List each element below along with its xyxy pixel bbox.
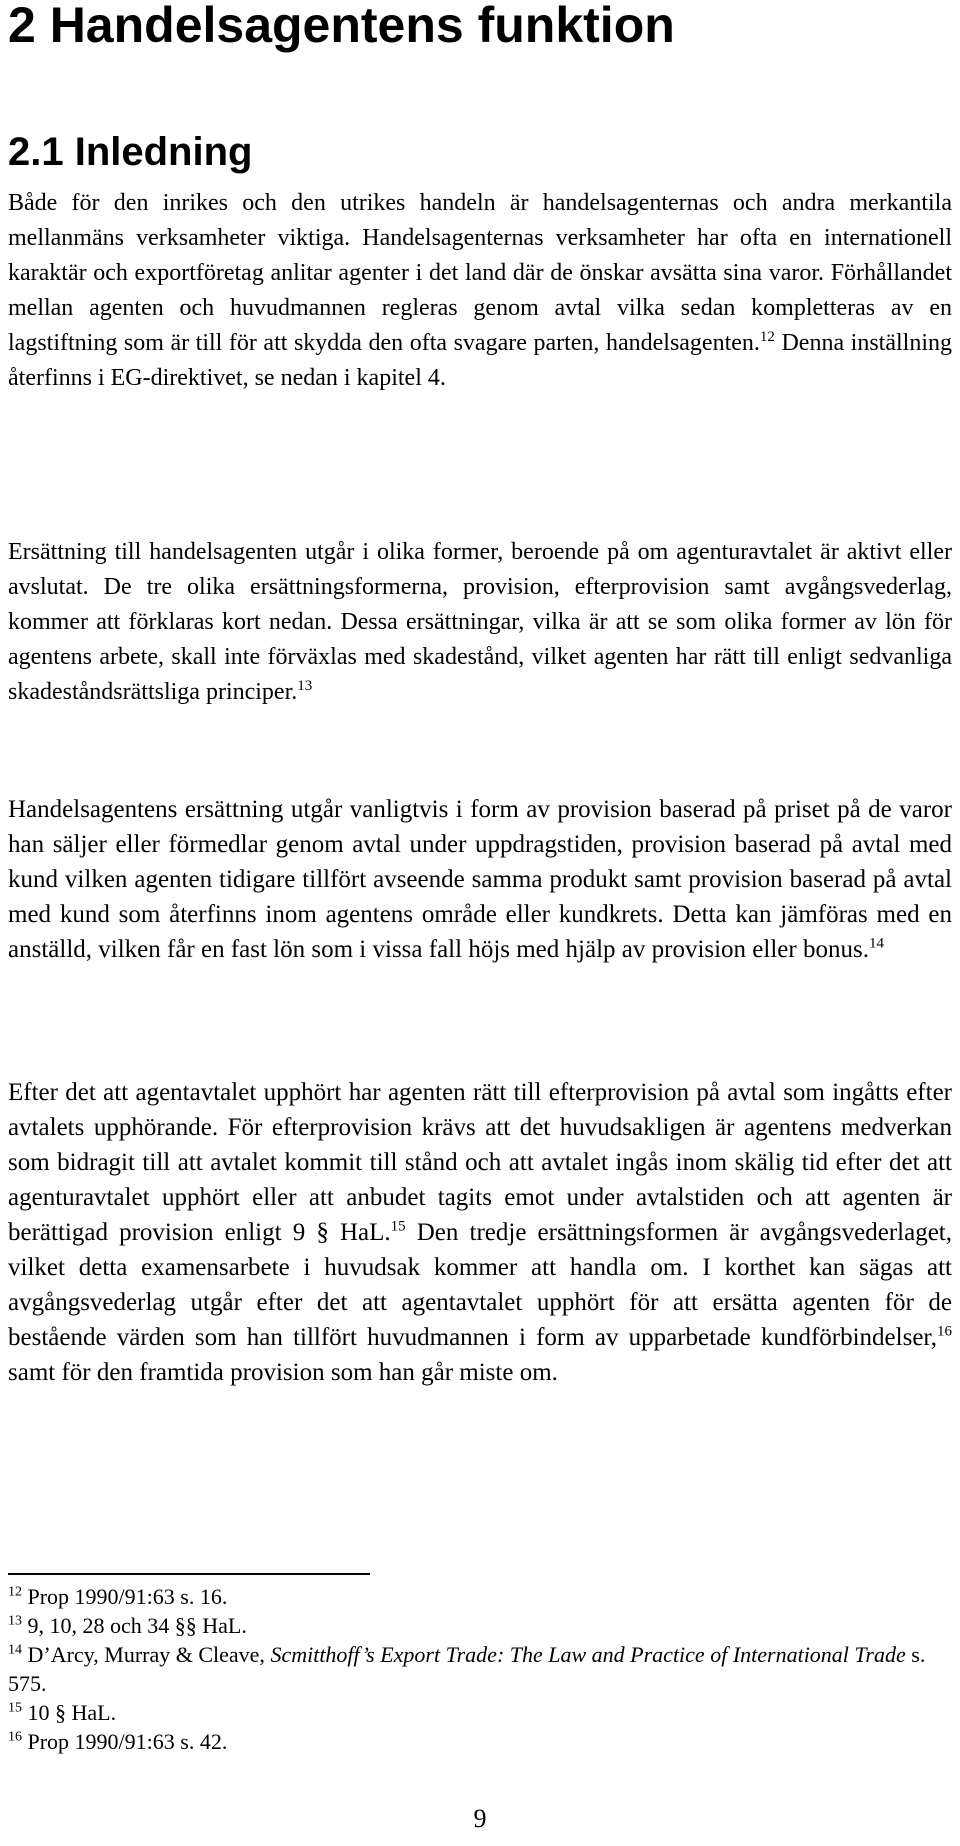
paragraph-4-text: Efter det att agentavtalet upphört har agenten rätt till efterprovision på avtal som ingåtts efter avtalets upphörande. För efterprovision krävs att det huvudsakligen är agentens medverkan som bidragit till att avtalet kommit till stånd och att avtalet ingås inom skälig tid efter det att agenturavtalet upphört eller att anbudet tagits emot under avtalstiden och att agenten är berättigad provision enligt 9 § HaL. [8,1079,952,1246]
footnote-text-end: s. 575. [8,1642,926,1696]
footnote-16 [8,1727,952,1756]
footnote-ref-16[interactable]: 16 [937,1323,952,1340]
footnote-text: 9, 10, 28 och 34 §§ HaL. [27,1613,247,1638]
footnote-13 [8,1611,952,1640]
footnote-ref-12[interactable]: 12 [759,329,775,345]
paragraph-3-text: Handelsagentens ersättning utgår vanligtvis i form av provision baserad på priset på de varor han säljer eller förmedlar genom avtal under uppdragstiden, provision baserad på avtal med kund vilken agenten tidigare tillfört avseende samma produkt samt provision baserad på avtal med kund som återfinns inom agentens område eller kundkrets. Detta kan jämföras med en anställd, vilken får en fast lön som i vissa fall höjs med hjälp av provision eller bonus. [8,796,952,963]
footnotes [8,1582,952,1756]
chapter-heading: 2 Handelsagentens funktion [8,0,675,53]
paragraph-2 [8,535,952,710]
paragraph-4-text-mid: Den tredje ersättningsformen är avgångsvederlaget, vilket detta examensarbete i huvudsak kommer att handla om. I korthet kan sägas att avgångsvederlag utgår efter det att agentavtalet upphört för att ersätta agenten för de bestående värden som han tillfört huvudmannen i form av upparbetade kundförbindelser, [8,1219,952,1351]
footnote-14 [8,1640,952,1698]
footnote-15 [8,1698,952,1727]
paragraph-1-text-cont: Denna inställning återfinns i EG-direktivet, se nedan i kapitel 4. [8,330,952,391]
footnote-text: D’Arcy, Murray & Cleave, [27,1642,271,1667]
footnote-number: 12 [8,1584,22,1600]
page-number: 9 [473,1804,487,1833]
paragraph-2-text: Ersättning till handelsagenten utgår i olika former, beroende på om agenturavtalet är aktivt eller avslutat. De tre olika ersättningsformerna, provision, efterprovision samt avgångsvederlag, kommer att förklaras kort nedan. Dessa ersättningar, vilka är att se som olika former av lön för agentens arbete, skall inte förväxlas med skadestånd, vilket agenten har rätt till enligt sedvanliga skadeståndsrättsliga principer. [8,539,952,705]
footnote-number: 13 [8,1613,22,1629]
footnote-number: 14 [8,1642,22,1658]
section-heading: 2.1 Inledning [8,130,253,174]
footnote-text: 10 § HaL. [27,1700,117,1725]
footnote-book-title: Scmitthoff’s Export Trade: The Law and Practice of International Trade [270,1642,906,1667]
footnote-12 [8,1582,952,1611]
footnote-number: 16 [8,1729,22,1745]
footnote-ref-14[interactable]: 14 [868,935,884,952]
paragraph-4 [8,1075,952,1390]
footnote-text: Prop 1990/91:63 s. 42. [27,1729,228,1754]
footnote-number: 15 [8,1700,22,1716]
paragraph-1 [8,186,952,396]
paragraph-1-text: Både för den inrikes och den utrikes handeln är handelsagenternas och andra merkantila mellanmäns verksamheter viktiga. Handelsagenternas verksamheter har ofta en internationell karaktär och exportföretag anlitar agenter i det land där de önskar avsätta sina varor. Förhållandet mellan agenten och huvudmannen regleras genom avtal vilka sedan kompletteras av en lagstiftning som är till för att skydda den ofta svagare parten, handelsagenten. [8,190,952,356]
footnote-separator [8,1573,370,1575]
footnote-ref-15[interactable]: 15 [390,1218,406,1235]
paragraph-4-text-end: samt för den framtida provision som han går miste om. [8,1359,558,1386]
paragraph-3 [8,792,952,967]
footnote-ref-13[interactable]: 13 [297,678,313,694]
footnote-text: Prop 1990/91:63 s. 16. [27,1584,228,1609]
